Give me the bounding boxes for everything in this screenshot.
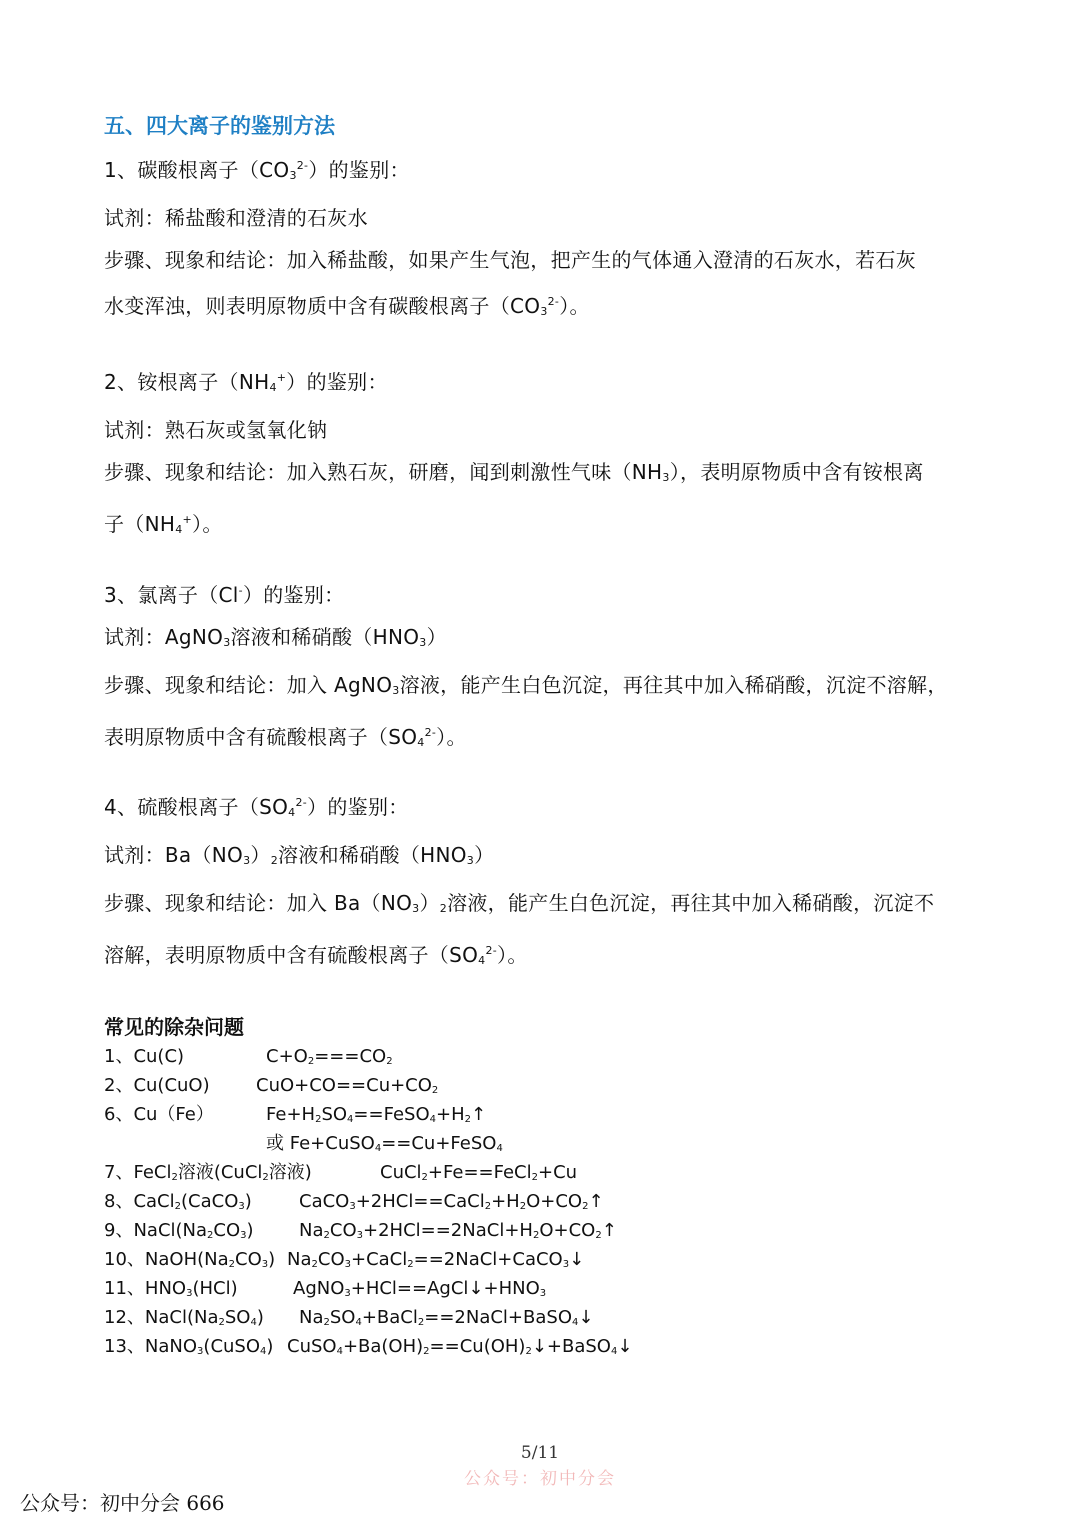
reaction-equation: $CaCO_3+2HCl==CaCl_2+H_2O+CO_2↑$ [299,1191,604,1212]
ion2-block [104,357,982,551]
ion2-heading: 2、铵根离子$(NH_4^+)$的鉴别： [104,370,388,394]
reaction-equation: CuCl$_2$+Fe==FeCl$_2$+Cu [380,1162,578,1183]
ion4-block [104,782,982,982]
reaction-equation: $C+O_2===CO_2$ [266,1046,393,1067]
ion3-step-line2: 表明原物质中含有硫酸根离子$(SO_4^{2-})$。 [104,725,467,749]
ion4-step-line2: 溶解，表明原物质中含有硫酸根离子$(SO_4^{2-})$。 [104,943,528,967]
reaction-substance: 12、$NaCl(Na_2SO_4)$ [104,1307,264,1328]
ion2-step-line2: 子$(NH_4^+)$。 [104,512,223,536]
ion3-block [104,570,982,764]
reaction-equation: 或 Fe+CuSO$_4$==Cu+FeSO$_4$ [266,1133,503,1154]
reaction-substance: 2、Cu(CuO) [104,1075,210,1096]
ion4-heading: 4、硫酸根离子$(SO_4^{2-})$的鉴别： [104,795,409,819]
reaction-equation: $AgNO_3+HCl==AgCl↓+HNO_3$ [293,1278,547,1299]
reaction-substance: 1、Cu(C) [104,1046,185,1067]
reaction-substance: 10、$NaOH(Na_2CO_3)$ [104,1249,276,1270]
watermark: 公众号：初中分会 [464,1469,616,1489]
reaction-substance: 13、NaNO$_3$(CuSO$_4$) [104,1336,274,1357]
reaction-equation: $CuO+CO==Cu+CO_2$ [256,1075,439,1096]
section-title: 五、四大离子的鉴别方法 [104,114,335,138]
reaction-substance: 7、FeCl$_2$溶液(CuCl$_2$溶液) [104,1162,312,1183]
ion1-step-line2: 水变浑浊，则表明原物质中含有碳酸根离子$(CO_3^{2-})$。 [104,294,590,318]
ion2-step-line1: 步骤、现象和结论：加入熟石灰，研磨，闻到刺激性气味$(NH_3)$，表明原物质中含有铵根离 [104,460,924,484]
ion1-reagent: 试剂：稀盐酸和澄清的石灰水 [104,206,368,230]
reaction-substance: 8、CaCl$_2$(CaCO$_3$) [104,1191,252,1212]
ion3-heading: 3、氯离子（Cl-）的鉴别： [104,583,345,607]
reaction-equation: $Na_2SO_4+BaCl_2==2NaCl+BaSO_4↓$ [299,1307,594,1328]
reaction-equation: $Na_2CO_3+CaCl_2==2NaCl+CaCO_3↓$ [287,1249,585,1270]
reaction-substance: 6、Cu（Fe） [104,1104,214,1125]
ion3-reagent: 试剂：AgNO$_3$溶液和稀硝酸$(HNO_3)$ [104,625,447,649]
ion1-block [104,145,982,333]
reaction-equation: $CuSO_4+Ba(OH)_2==Cu(OH)_2↓+BaSO_4↓$ [287,1336,633,1357]
ion4-step-line1: 步骤、现象和结论：加入 $Ba(NO_3)_2$溶液，能产生白色沉淀，再往其中加入稀硝酸，沉淀不 [104,891,935,915]
ion1-step-line1: 步骤、现象和结论：加入稀盐酸，如果产生气泡，把产生的气体通入澄清的石灰水，若石灰 [104,248,916,272]
footer-text: 公众号：初中分会 666 [20,1491,225,1515]
reaction-equation: $Na_2CO_3+2HCl==2NaCl+H_2O+CO_2↑$ [299,1220,617,1241]
impurity-title: 常见的除杂问题 [104,1015,244,1039]
reaction-equation: $Fe+H_2SO_4==FeSO_4+H_2↑$ [266,1104,487,1125]
ion2-reagent: 试剂：熟石灰或氢氧化钠 [104,418,328,442]
ion1-heading: 1、碳酸根离子$(CO_3^{2-})$的鉴别： [104,158,410,182]
reaction-substance: 11、$HNO_3(HCl)$ [104,1278,238,1299]
ion4-reagent: 试剂：$Ba(NO_3)_2$溶液和稀硝酸$(HNO_3)$ [104,843,495,867]
page-number: 5/11 [520,1443,560,1463]
reaction-substance: 9、$NaCl(Na_2CO_3)$ [104,1220,254,1241]
ion3-step-line1: 步骤、现象和结论：加入 AgNO$_3$溶液，能产生白色沉淀，再往其中加入稀硝酸，沉淀不溶解， [104,673,948,697]
